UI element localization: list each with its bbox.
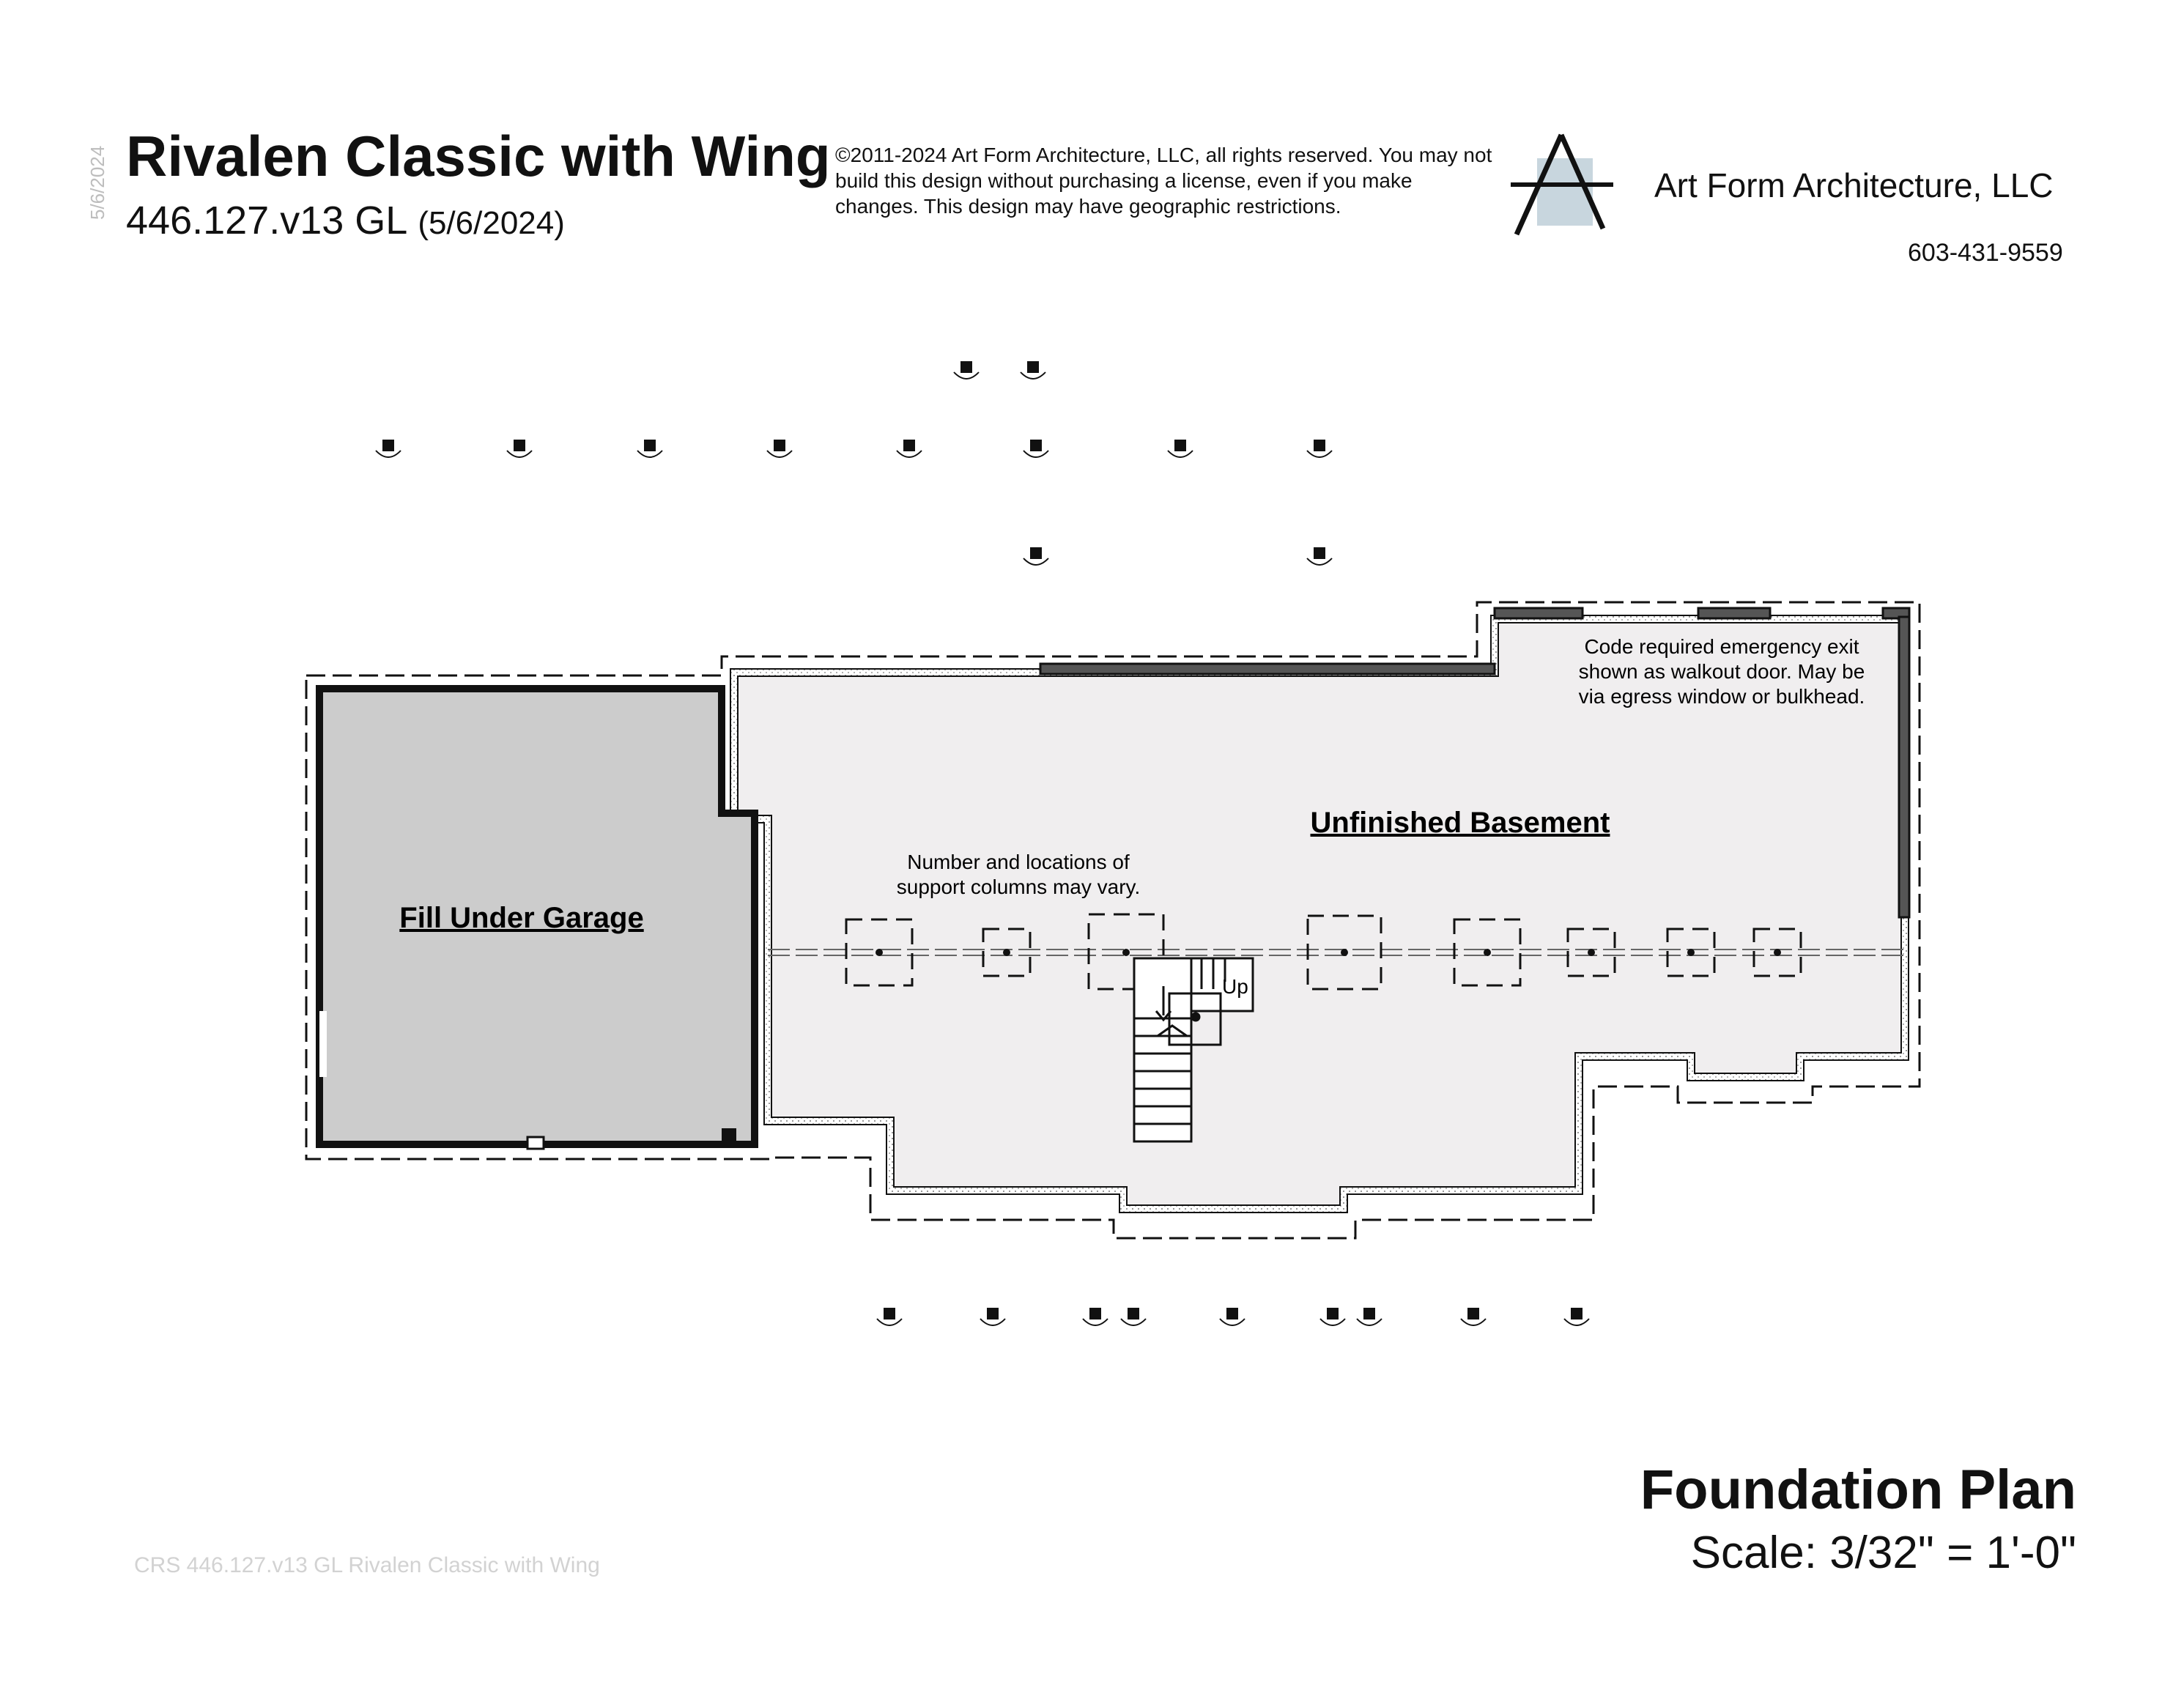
- pier: [897, 440, 922, 457]
- pier: [1357, 1308, 1382, 1325]
- pier: [1121, 1308, 1146, 1325]
- pier: [637, 440, 662, 457]
- firm-name: Art Form Architecture, LLC: [1654, 166, 2054, 204]
- pier: [767, 440, 792, 457]
- column-center: [1484, 949, 1491, 956]
- pier: [376, 440, 401, 457]
- pier: [1461, 1308, 1486, 1325]
- column-note-line-1: Number and locations of: [907, 851, 1130, 873]
- pier: [980, 1308, 1005, 1325]
- file-watermark: CRS 446.127.v13 GL Rivalen Classic with Wing: [134, 1553, 600, 1577]
- garage-post: [528, 1137, 544, 1149]
- copyright-notice: ©2011-2024 Art Form Architecture, LLC, all rights reserved. You may not build this design without purchasing a license, even if you make changes. This design may have geographic restrictions.: [835, 144, 1492, 218]
- pier: [1023, 548, 1048, 565]
- version-date-stamp: 5/6/2024: [86, 145, 108, 220]
- plan-name-title: Rivalen Classic with Wing: [126, 124, 831, 188]
- east-wall-segment: [1899, 617, 1909, 917]
- wall-segment: [1698, 608, 1770, 618]
- drawing-title: Foundation Plan: [1640, 1459, 2076, 1521]
- column-center: [1774, 949, 1781, 956]
- pier: [1564, 1308, 1589, 1325]
- pier: [1307, 548, 1332, 565]
- pier: [1083, 1308, 1108, 1325]
- wall-segment: [1495, 608, 1583, 618]
- column-center: [1122, 949, 1130, 956]
- pier: [1220, 1308, 1245, 1325]
- stair-up-label: Up: [1222, 975, 1248, 998]
- pier: [954, 362, 979, 379]
- pier: [1307, 440, 1332, 457]
- column-center: [1687, 949, 1695, 956]
- column-note-line-2: support columns may vary.: [896, 876, 1141, 898]
- drawing-scale: Scale: 3/32" = 1'-0": [1690, 1528, 2076, 1578]
- wall-segment: [1040, 664, 1495, 674]
- column-center: [876, 949, 883, 956]
- exit-note-line-2: shown as walkout door. May be: [1578, 660, 1865, 683]
- firm-phone: 603-431-9559: [1908, 239, 2063, 267]
- basement-label: Unfinished Basement: [1310, 807, 1610, 839]
- pier: [1021, 362, 1045, 379]
- column-center: [1588, 949, 1595, 956]
- exit-note-line-1: Code required emergency exit: [1584, 635, 1859, 658]
- pier: [507, 440, 532, 457]
- pier: [1320, 1308, 1345, 1325]
- pier: [1168, 440, 1193, 457]
- column-center: [1003, 949, 1010, 956]
- column-center: [1341, 949, 1348, 956]
- garage-label: Fill Under Garage: [399, 902, 644, 934]
- pier: [877, 1308, 902, 1325]
- pier: [1023, 440, 1048, 457]
- garage-door-gap: [319, 1011, 327, 1077]
- exit-note-line-3: via egress window or bulkhead.: [1578, 685, 1865, 708]
- plan-number-text: 446.127.v13 GL: [126, 199, 408, 243]
- plan-date: (5/6/2024): [418, 205, 565, 241]
